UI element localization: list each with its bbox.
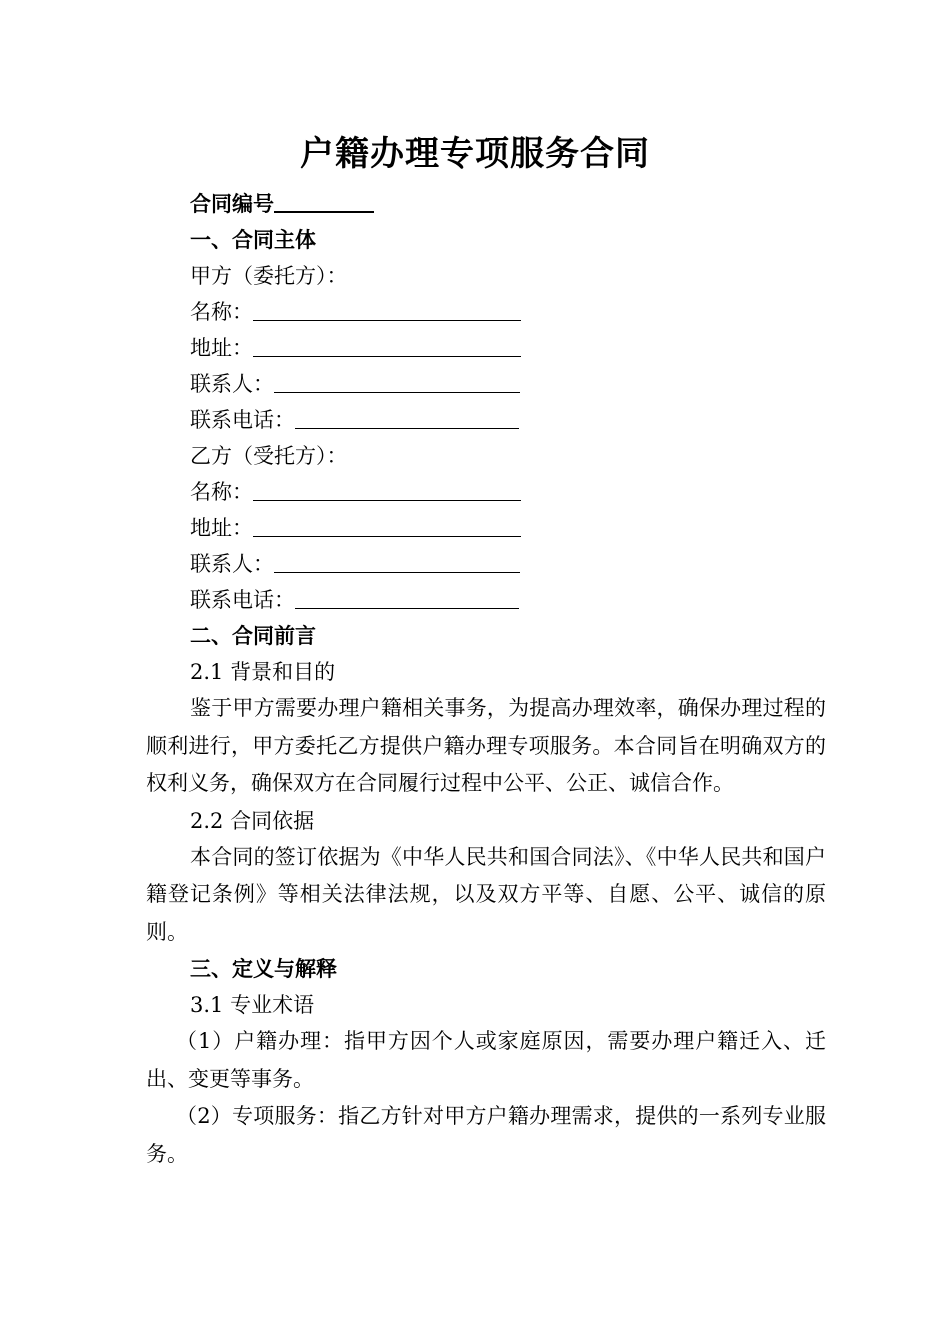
basis-paragraph: 本合同的签订依据为《中华人民共和国合同法》、《中华人民共和国户籍登记条例》等相关法律法规，以及双方平等、自愿、公平、诚信的原则。 <box>146 844 826 944</box>
contract-number-label: 合同编号 <box>190 191 274 216</box>
party-b-phone-label: 联系电话： <box>190 588 295 612</box>
subsection-basis-title: 2.2 合同依据 <box>190 808 315 833</box>
background-paragraph: 鉴于甲方需要办理户籍相关事务，为提高办理效率，确保办理过程的顺利进行，甲方委托乙方提供户籍办理专项服务。本合同旨在明确双方的权利义务，确保双方在合同履行过程中公平、公正、诚信合作。 <box>146 696 826 795</box>
section-heading-definitions: 三、定义与解释 <box>190 956 337 981</box>
contract-number-blank <box>274 189 374 213</box>
term-household-registration: （1）户籍办理：指甲方因个人或家庭原因，需要办理户籍迁入、迁出、变更等事务。 <box>146 1029 826 1091</box>
party-a-contact-label: 联系人： <box>190 372 274 396</box>
party-b-name-blank <box>253 478 521 501</box>
party-b-contact-line <box>146 546 826 582</box>
party-b-heading: 乙方（受托方）： <box>190 444 348 468</box>
term-special-service: （2）专项服务：指乙方针对甲方户籍办理需求，提供的一系列专业服务。 <box>146 1104 826 1166</box>
party-a-address-blank <box>253 334 521 357</box>
party-b-address-line <box>146 510 826 546</box>
party-b-contact-blank <box>274 550 520 573</box>
party-b-contact-label: 联系人： <box>190 552 274 576</box>
party-b-phone-line <box>146 582 826 618</box>
subsection-terms-title: 3.1 专业术语 <box>190 993 315 1017</box>
section-heading-preface: 二、合同前言 <box>190 623 316 648</box>
contract-number-line <box>146 186 826 222</box>
subsection-background-title: 2.1 背景和目的 <box>190 660 336 684</box>
party-a-phone-label: 联系电话： <box>190 408 295 432</box>
party-a-name-line <box>146 294 826 330</box>
section-heading-parties: 一、合同主体 <box>190 227 316 252</box>
party-a-address-line <box>146 330 826 366</box>
document-body <box>146 186 826 1173</box>
party-a-address-label: 地址： <box>190 336 253 360</box>
party-a-name-blank <box>253 298 521 321</box>
party-a-name-label: 名称： <box>190 300 253 324</box>
party-a-contact-line <box>146 366 826 402</box>
party-a-phone-line <box>146 402 826 438</box>
party-b-phone-blank <box>295 586 519 609</box>
party-a-phone-blank <box>295 406 519 429</box>
party-b-name-line <box>146 474 826 510</box>
party-b-name-label: 名称： <box>190 480 253 504</box>
party-a-heading: 甲方（委托方）： <box>190 264 348 288</box>
party-a-contact-blank <box>274 370 520 393</box>
document-title: 户籍办理专项服务合同 <box>300 134 650 174</box>
party-b-address-label: 地址： <box>190 516 253 540</box>
party-b-address-blank <box>253 514 521 537</box>
